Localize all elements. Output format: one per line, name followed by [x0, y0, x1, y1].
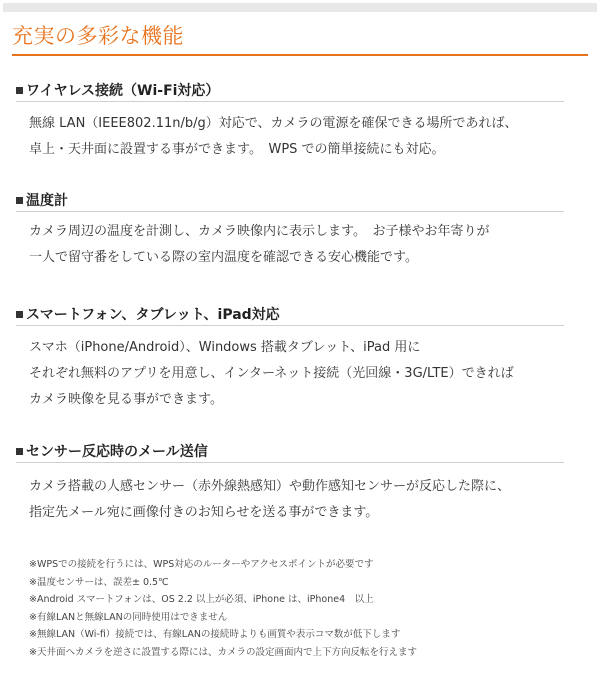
footnote: ※Android スマートフォンは、OS 2.2 以上が必須、iPhone は、iPhone4 以上	[29, 594, 374, 605]
section-heading-text: ワイヤレス接続（Wi-Fi対応）	[26, 83, 220, 99]
body-line: それぞれ無料のアプリを用意し、インターネット接続（光回線・3G/LTE）できれば	[29, 366, 514, 381]
section-heading	[16, 442, 564, 462]
body-line: スマホ（iPhone/Android）、Windows 搭載タブレット、iPad 用に	[29, 340, 421, 355]
body-line: カメラ周辺の温度を計測し、カメラ映像内に表示します。 お子様やお年寄りが	[29, 224, 490, 239]
section-divider	[16, 462, 564, 463]
section-heading-text: スマートフォン、タブレット、iPad対応	[26, 307, 280, 323]
title-divider	[12, 54, 588, 56]
section-body	[29, 335, 569, 413]
section-heading-text: センサー反応時のメール送信	[26, 444, 208, 460]
footnote: ※天井面へカメラを逆さに設置する際には、カメラの設定画面内で上下方向反転を行えます	[29, 646, 417, 658]
footnote: ※WPSでの接続を行うには、WPS対応のルーターやアクセスポイントが必要です	[29, 559, 374, 570]
section-body	[29, 111, 569, 163]
square-bullet-icon	[16, 197, 23, 204]
square-bullet-icon	[16, 311, 23, 318]
footnote: ※温度センサーは、誤差± 0.5℃	[29, 576, 169, 588]
footnote: ※無線LAN（Wi-fi）接続では、有線LANの接続時よりも画質や表示コマ数が低下します	[29, 629, 401, 640]
section-divider	[16, 211, 564, 212]
body-line: カメラ搭載の人感センサー（赤外線熱感知）や動作感知センサーが反応した際に、	[29, 479, 511, 494]
body-line: 無線 LAN（IEEE802.11n/b/g）対応で、カメラの電源を確保できる場所であれば、	[29, 116, 518, 131]
square-bullet-icon	[16, 448, 23, 455]
body-line: カメラ映像を見る事ができます。	[29, 392, 223, 407]
section-heading	[16, 81, 564, 101]
body-line: 一人で留守番をしている際の室内温度を確認できる安心機能です。	[29, 250, 418, 265]
section-divider	[16, 325, 564, 326]
section-body	[29, 219, 569, 271]
body-line: 指定先メール宛に画像付きのお知らせを送る事ができます。	[29, 505, 379, 520]
top-band	[3, 3, 597, 12]
footnote: ※有線LANと無線LANの同時使用はできません	[29, 611, 228, 623]
body-line: 卓上・天井面に設置する事ができます。 WPS での簡単接続にも対応。	[29, 142, 445, 157]
footnotes	[29, 556, 589, 661]
square-bullet-icon	[16, 87, 23, 94]
section-body	[29, 474, 569, 526]
section-divider	[16, 101, 564, 102]
page-title: 充実の多彩な機能	[12, 24, 184, 48]
section-heading	[16, 305, 564, 325]
section-heading-text: 温度計	[26, 193, 68, 209]
section-heading	[16, 191, 564, 211]
